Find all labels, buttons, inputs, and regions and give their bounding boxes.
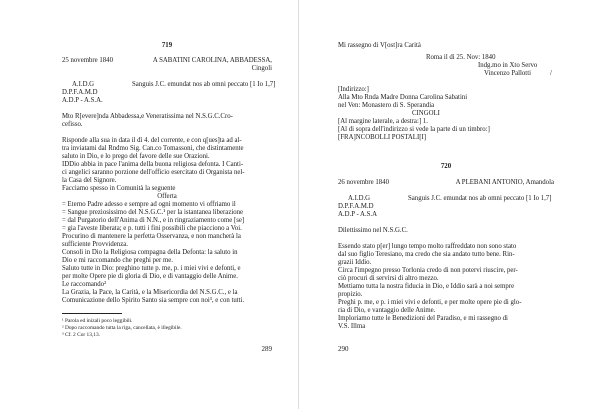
letter-number: 719 <box>161 42 173 49</box>
body-line: = Eterno Padre adesso e sempre ad ogni momento vi offriamo il <box>62 201 236 208</box>
body-line: sufficiente Provvidenza. <box>62 241 128 248</box>
body-line: dal suo figlio Teresiano, ma credo che sia andato tutto bene. Rin- <box>338 251 515 258</box>
body-line: IDDio abbia in pace l'anima della buona religiosa defonta. I Canti- <box>62 161 244 168</box>
body-line: = gia l'aveste liberata; e p. tutti i fini possibili che piacciono a Voi. <box>62 225 242 232</box>
body-line: la Casa del Signore. <box>62 177 117 184</box>
body-line: La Grazia, la Pace, la Carità, e la Misericordia del N.S.G.C., e la <box>62 289 238 296</box>
address-line: nel Ven: Monastero di S. Sperandia <box>338 102 435 109</box>
body-line: saluto in Dio, e lo prego del favore delle sue Orazioni. <box>62 153 210 160</box>
margin-mark: / <box>550 70 552 77</box>
abbreviation-line: A.I.D.G <box>348 195 371 202</box>
body-line: grazii Iddio. <box>338 259 372 266</box>
body-line: ci angelici saranno porzione dell'officio esercitato di Organista nel- <box>62 169 245 176</box>
body-line: Mettiamo tutta la nostra fiducia in Dio, e Iddio sarà a noi sempre <box>338 283 515 290</box>
body-line: Facciamo spesso in Comunità la seguente <box>62 185 176 192</box>
body-line: Comunicazione dello Spirito Santo sia sempre con noi³, e con tutti. <box>62 297 245 304</box>
address-line: CINGOLI <box>412 110 440 117</box>
left-page <box>62 0 276 409</box>
body-line: Imploriamo tutte le Benedizioni del Paradiso, e mi rassegno di <box>338 315 508 322</box>
abbreviation-line: D.P.F.A.M.D <box>62 89 98 96</box>
letter-date: 26 novembre 1840 <box>338 179 389 186</box>
closing-line: Mi rassegno di V[ost]ra Carità <box>338 42 421 49</box>
motto: Sanguis J.C. emundat nos ab omni peccato [1 Io 1,7] <box>408 195 552 202</box>
body-line: Dio e mi raccomando che preghi per me. <box>62 257 173 264</box>
body-line: Saluto tutte in Dio: preghino tutte p. me, p. i miei vivi e defonti, e <box>62 265 241 272</box>
body-heading: Offerta <box>157 193 177 200</box>
body-line: tra inviatami dal Rndmo Sig. Can.co Tomassoni, che distintamente <box>62 145 244 152</box>
abbreviation-line: A.D.P - A.S.A <box>338 211 378 218</box>
abbreviation-line: A.D.P - A.S.A. <box>62 97 103 104</box>
body-line: = dal Purgatorio dell'Anima di N.N., e in ringraziamento come [se] <box>62 217 245 224</box>
body-line: Essendo stato p[er] lungo tempo molto raffreddato non sono stato <box>338 243 517 250</box>
signature: Vincenzo Pallotti <box>484 70 531 77</box>
body-line: cefisso. <box>62 121 83 128</box>
address-line: [FRA]NCOBOLLI POSTALI[I] <box>338 134 426 141</box>
page-number: 290 <box>338 345 349 353</box>
letter-recipient: A PLEBANI ANTONIO, Amandola <box>455 179 554 186</box>
body-line: Circa l'impegno presso Torlonia credo di non potervi riuscire, per- <box>338 267 518 274</box>
letter-recipient: A SABATINI CAROLINA, ABBADESSA, <box>152 57 272 64</box>
body-line: Mto R[evere]nda Abbadessa,e Veneratissima nel N.S.G.C.Cro- <box>62 113 233 120</box>
place-date: Roma il dì 25. Nov: 1840 <box>426 54 496 61</box>
body-line: Risponde alla sua in data il dì 4. del corrente, e con q[ues]ta ad al- <box>62 137 242 144</box>
address-line: [Indirizzo:] <box>338 86 369 93</box>
abbreviation-line: A.I.D.G <box>72 81 95 88</box>
body-line: ria di Dio, e vantaggio delle Anime. <box>338 307 436 314</box>
abbreviation-line: D.P.F.A.M.D <box>338 203 374 210</box>
letter-place: Cingoli <box>251 65 272 72</box>
footnote: ² Dopo raccomando tutta la riga, cancellata, è illegibile. <box>62 325 182 331</box>
body-line: Dilettissimo nel N.S.G.C. <box>338 227 408 234</box>
body-line: Le raccomando² <box>62 281 107 288</box>
address-line: [Al margine laterale, a destra:] 1. <box>338 118 428 125</box>
body-line: V.S. Illma <box>338 323 366 330</box>
body-line: propizio. <box>338 291 363 298</box>
signoff: Indg.mo in Xto Servo <box>478 62 538 69</box>
footnote: ³ Cf. 2 Cor 13,13. <box>62 332 101 338</box>
page-number: 289 <box>261 345 272 353</box>
letter-date: 25 novembre 1840 <box>62 57 113 64</box>
footnote: ¹ Parola ed inizali poco leggibili. <box>62 318 133 324</box>
motto: Sanguis J.C. emundat nos ab omni peccato [1 Io 1,7] <box>132 81 276 88</box>
body-line: Procurino di mantenere la perfetta Osservanza, e non mancherà la <box>62 233 241 240</box>
body-line: per molte Opere pie di gloria di Dio, e di vantaggio delle Anime. <box>62 273 238 280</box>
letter-number: 720 <box>440 163 452 170</box>
body-line: Preghi p. me, e p. i miei vivi e defonti, e per molte opere pie di glo- <box>338 299 522 306</box>
body-line: = Sangue preziosissimo del N.S.G.C.¹ per la istantanea liberazione <box>62 209 244 216</box>
body-line: ciò procuri di servirsi di altro mezzo. <box>338 275 439 282</box>
body-line: Consoli in Dio la Religiosa compagna della Defonta: la saluto in <box>62 249 238 256</box>
right-page <box>338 0 554 409</box>
address-line: [Al di sopra dell'indirizzo si vede la parte di un timbro:] <box>338 126 490 133</box>
footnote-rule <box>62 313 122 314</box>
address-line: Alla Mto Rnda Madre Donna Carolina Sabatini <box>338 94 468 101</box>
page-gutter <box>298 0 299 409</box>
